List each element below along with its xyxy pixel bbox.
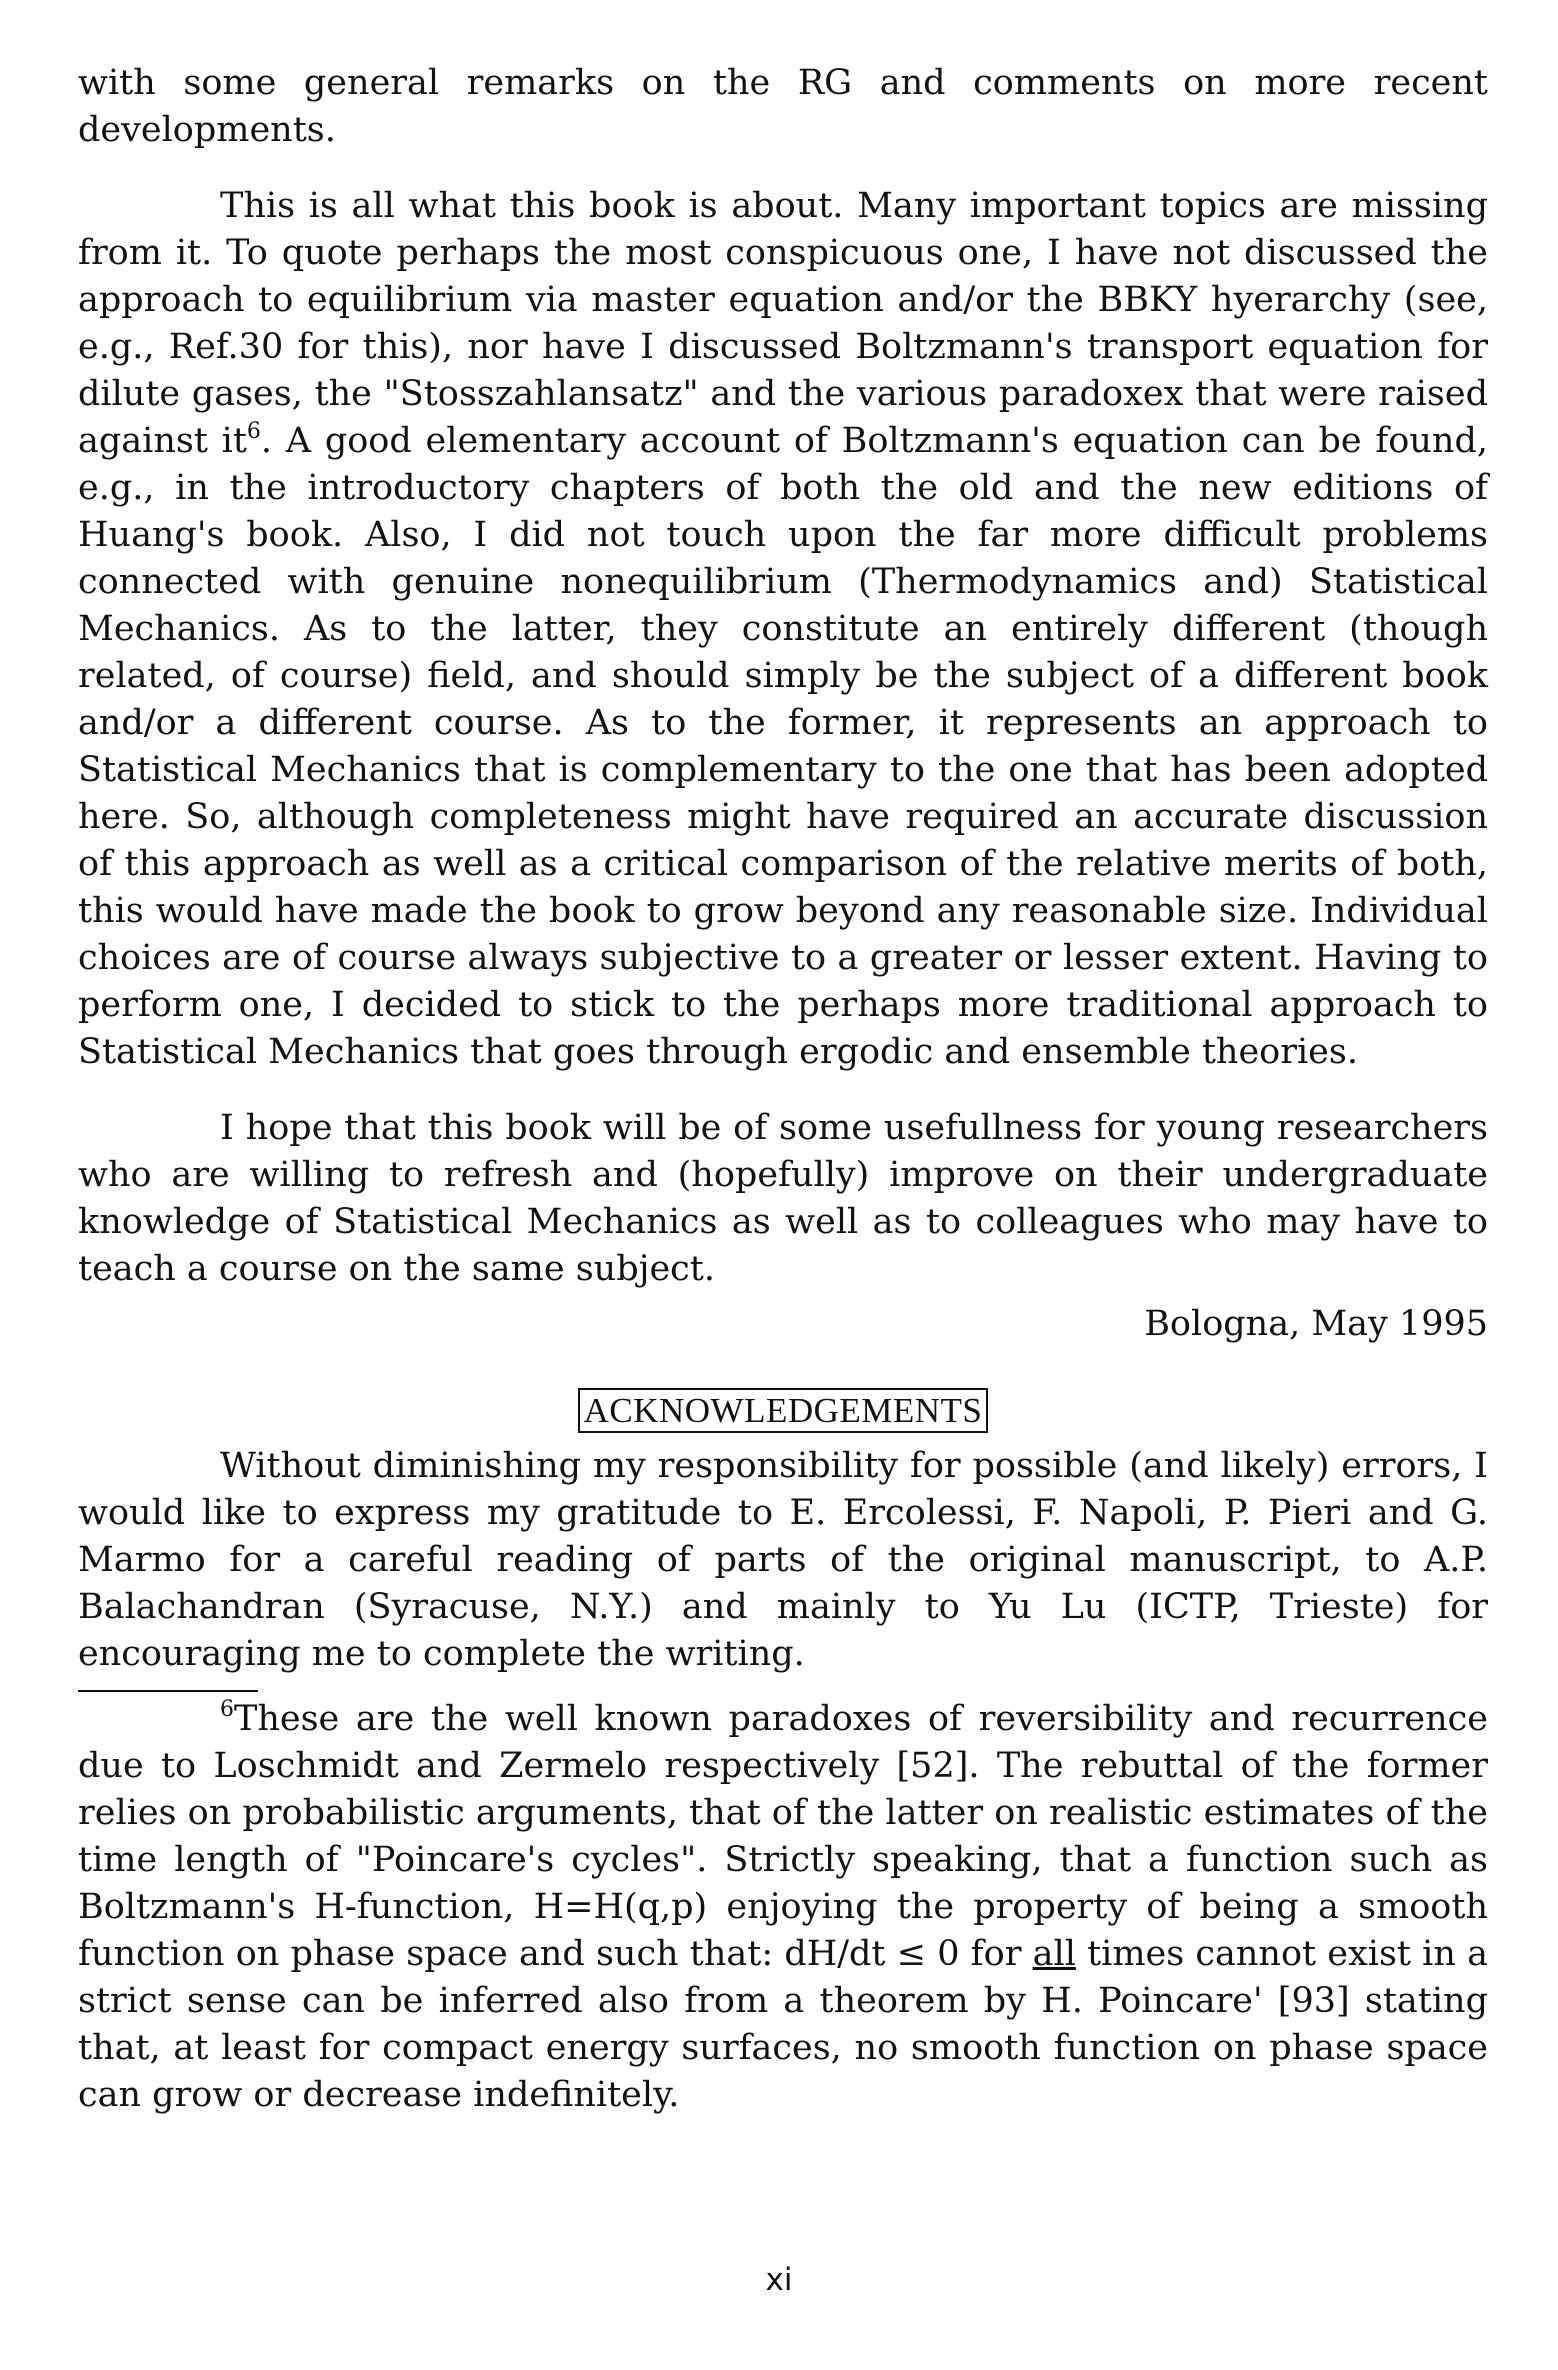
scope-text-part1: This is all what this book is about. Many important topics are missing from it. To quote perhaps the most conspicuous one, I have not discussed the approach to equilibrium via master equation and/or the BBKY hyerarchy (see, e.g., Ref.30 for this), nor have I discussed Boltzmann's transport equation for dilute gases, the "Stosszahlansatz" and the various paradoxex that were raised against it <box>78 186 1488 461</box>
scope-text-part2: . A good elementary account of Boltzmann's equation can be found, e.g., in the introductory chapters of both the old and the new editions of Huang's book. Also, I did not touch upon the far more difficult problems connected with genuine nonequilibrium (Thermodynamics and) Statistical Mechanics. As to the latter, they constitute an entirely different (though related, of course) field, and should simply be the subject of a different book and/or a different course. As to the former, it represents an approach to Statistical Mechanics that is complementary to the one that has been adopted here. So, although completeness might have required an accurate discussion of this approach as well as a critical comparison of the relative merits of both, this would have made the book to grow beyond any reasonable size. Individual choices are of course always subjective to a greater or lesser extent. Having to perform one, I decided to stick to the perhaps more traditional approach to Statistical Mechanics that goes through ergodic and ensemble theories. <box>78 421 1488 1072</box>
acknowledgements-heading-wrap <box>78 1388 1488 1435</box>
continuation-paragraph: with some general remarks on the RG and comments on more recent developments. <box>78 63 1488 150</box>
footnote-reference: 6 <box>246 419 261 444</box>
page-number: xi <box>765 2262 793 2298</box>
footnote-marker: 6 <box>220 1697 234 1722</box>
footnote <box>78 1696 1488 2119</box>
signoff-place-date: Bologna, May 1995 <box>1144 1304 1488 1344</box>
footnote-paragraph <box>78 1696 1488 2119</box>
page-body <box>78 60 1488 2119</box>
scope-paragraph <box>78 183 1488 1076</box>
footnote-text-part2: times cannot exist in a strict sense can be inferred also from a theorem by H. Poincare' [93] stating that, at least for compact energy surfaces, no smooth function on phase space can grow or decrease indefinitely. <box>78 1934 1488 2115</box>
footnote-emphasis: all <box>1032 1934 1076 1974</box>
footnote-text-part1: These are the well known paradoxes of reversibility and recurrence due to Loschmidt and Zermelo respectively [52]. The rebuttal of the former relies on probabilistic arguments, that of the latter on realistic estimates of the time length of "Poincare's cycles". Strictly speaking, that a function such as Boltzmann's H-function, H=H(q,p) enjoying the property of being a smooth function on phase space and such that: dH/dt ≤ 0 for <box>78 1699 1488 1974</box>
acknowledgements-heading: ACKNOWLEDGEMENTS <box>578 1388 989 1433</box>
acknowledgements-paragraph: Without diminishing my responsibility for possible (and likely) errors, I would like to express my gratitude to E. Ercolessi, F. Napoli, P. Pieri and G. Marmo for a careful reading of parts of the original manuscript, to A.P. Balachandran (Syracuse, N.Y.) and mainly to Yu Lu (ICTP, Trieste) for encouraging me to complete the writing. <box>78 1446 1488 1674</box>
footnote-divider <box>78 1690 258 1692</box>
hope-paragraph: I hope that this book will be of some usefullness for young researchers who are willing to refresh and (hopefully) improve on their undergraduate knowledge of Statistical Mechanics as well as to colleagues who may have to teach a course on the same subject. <box>78 1108 1488 1289</box>
